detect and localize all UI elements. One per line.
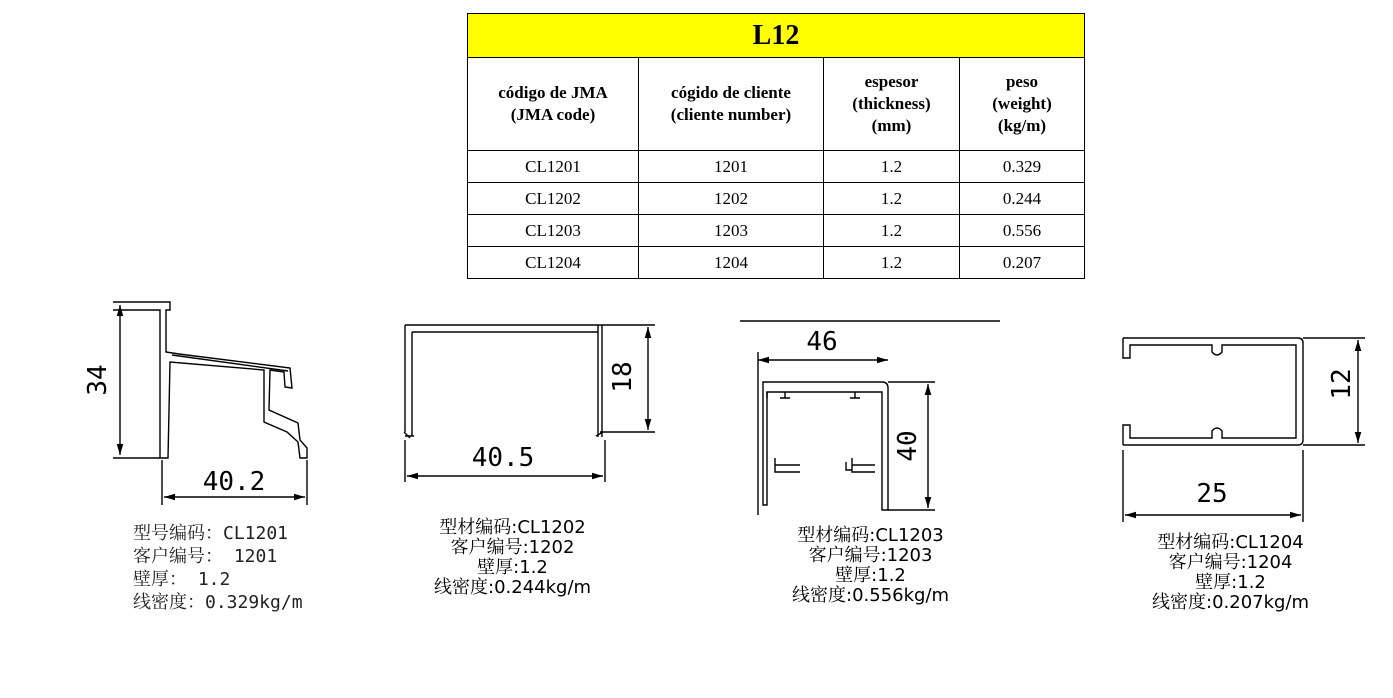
cell-thickness: 1.2	[824, 215, 960, 247]
caption-line: 客户编号： 1201	[133, 546, 278, 567]
cell-weight: 0.556	[960, 215, 1085, 247]
cell-client-code: 1202	[639, 183, 824, 215]
dim-height-label: 40	[893, 430, 923, 462]
cell-jma-code: CL1202	[468, 183, 639, 215]
caption-line: 壁厚:1.2	[477, 557, 548, 578]
cell-jma-code: CL1201	[468, 151, 639, 183]
cell-jma-code: CL1203	[468, 215, 639, 247]
caption-line: 型号编码：CL1201	[133, 523, 289, 544]
profile-cl1204-caption	[1152, 533, 1309, 613]
caption-line: 型材编码:CL1202	[439, 517, 586, 538]
cell-weight: 0.329	[960, 151, 1085, 183]
cell-jma-code: CL1204	[468, 247, 639, 279]
caption-line: 客户编号:1203	[808, 545, 933, 566]
table-title: L12	[468, 14, 1085, 58]
dim-width-label: 46	[806, 327, 838, 357]
header-line: peso	[1005, 72, 1039, 91]
caption-line: 壁厚:1.2	[1195, 572, 1266, 593]
header-line: (kg/m)	[997, 116, 1047, 135]
profile-cl1203-caption	[792, 526, 949, 606]
caption-line: 壁厚： 1.2	[133, 569, 231, 590]
dim-width-label: 40.2	[202, 467, 266, 497]
header-line: (JMA code)	[510, 105, 596, 124]
cell-client-code: 1203	[639, 215, 824, 247]
dim-height-label: 12	[1327, 368, 1357, 400]
header-line: (mm)	[871, 116, 912, 135]
dim-width-label: 25	[1196, 479, 1228, 509]
dim-width-label: 40.5	[471, 443, 535, 473]
cell-thickness: 1.2	[824, 151, 960, 183]
caption-line: 客户编号:1204	[1168, 552, 1293, 573]
dim-height-label: 34	[83, 364, 113, 396]
cell-thickness: 1.2	[824, 247, 960, 279]
cell-weight: 0.207	[960, 247, 1085, 279]
caption-line: 型材编码:CL1203	[797, 525, 944, 546]
dim-height-label: 18	[608, 361, 638, 393]
header-line: código de JMA	[498, 83, 608, 102]
cell-weight: 0.244	[960, 183, 1085, 215]
header-line: cógido de cliente	[671, 83, 791, 102]
header-line: (thickness)	[852, 94, 931, 113]
header-line: (cliente number)	[670, 105, 792, 124]
caption-line: 线密度:0.207kg/m	[1152, 592, 1310, 613]
profile-cl1202-caption	[434, 518, 591, 598]
cell-client-code: 1204	[639, 247, 824, 279]
caption-line: 壁厚:1.2	[835, 565, 906, 586]
caption-line: 客户编号:1202	[450, 537, 575, 558]
profile-cl1201-caption	[133, 522, 303, 614]
caption-line: 线密度:0.244kg/m	[434, 577, 592, 598]
caption-line: 线密度：0.329kg/m	[133, 592, 303, 613]
profile-cl1203-drawing	[740, 321, 1000, 515]
cell-thickness: 1.2	[824, 183, 960, 215]
cell-client-code: 1201	[639, 151, 824, 183]
header-line: (weight)	[992, 94, 1052, 113]
header-line: espesor	[864, 72, 919, 91]
caption-line: 线密度:0.556kg/m	[792, 585, 950, 606]
caption-line: 型材编码:CL1204	[1157, 532, 1304, 553]
profile-cl1204-drawing	[1123, 338, 1365, 522]
